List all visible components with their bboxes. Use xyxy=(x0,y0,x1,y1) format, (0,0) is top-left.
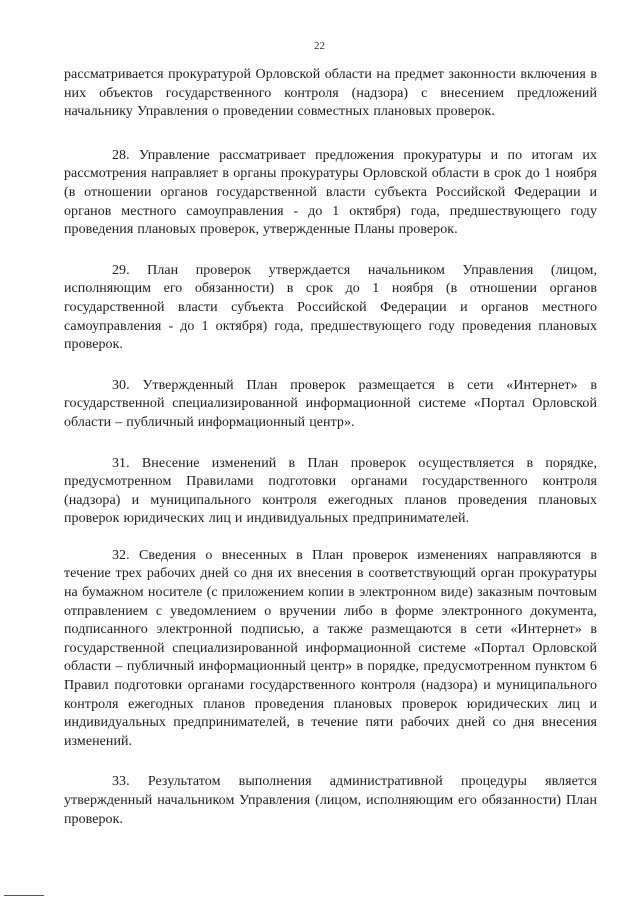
paragraph-30: 30. Утвержденный План проверок размещается в сети «Интернет» в государственной специализированной информационной системе «Портал Орловской области – публичный информационный центр». xyxy=(64,377,597,430)
paragraph-32: 32. Сведения о внесенных в План проверок изменениях направляются в течение трех рабочих дней со дня их внесения в соответствующий орган прокуратуры на бумажном носителе (с приложением копии в электронном виде) заказным почтовым отправлением с уведомлением о вручении либо в форме электронного документа, подписанного электронной подписью, а также размещаются в сети «Интернет» в государственной специализированной информационной системе «Портал Орловской области – публичный информационный центр» в порядке, предусмотренном пунктом 6 Правил подготовки органами государственного контроля (надзора) и муниципального контроля ежегодных планов проведения плановых проверок юридических лиц и индивидуальных предпринимателей, в течение пяти рабочих дней со дня внесения изменений. xyxy=(64,547,597,749)
page-number: 22 xyxy=(314,40,325,52)
paragraph-33: 33. Результатом выполнения административной процедуры является утвержденный начальником Управления (лицом, исполняющим его обязанности) План проверок. xyxy=(64,774,597,827)
paragraph-31: 31. Внесение изменений в План проверок осуществляется в порядке, предусмотренном Правилами подготовки органами государственного контроля (надзора) и муниципального контроля ежегодных планов проведения плановых проверок юридических лиц и индивидуальных предпринимателей. xyxy=(64,455,597,527)
paragraph-29: 29. План проверок утверждается начальником Управления (лицом, исполняющим его обязанности) в срок до 1 ноября (в отношении органов государственной власти субъекта Российской Федерации и органов местного самоуправления - до 1 октября) года, предшествующего году проведения плановых проверок. xyxy=(64,262,597,353)
footer-rule xyxy=(4,895,44,896)
document-body xyxy=(64,66,597,829)
paragraph-28: 28. Управление рассматривает предложения прокуратуры и по итогам их рассмотрения направляет в органы прокуратуры Орловской области в срок до 1 ноября (в отношении органов государственной власти субъекта Российской Федерации и органов местного самоуправления - до 1 октября) года, предшествующего году проведения плановых проверок, утвержденные Планы проверок. xyxy=(64,147,597,238)
paragraph-continuation: рассматривается прокуратурой Орловской области на предмет законности включения в них объектов государственного контроля (надзора) с внесением предложений начальнику Управления о проведении совместных плановых проверок. xyxy=(64,67,597,120)
